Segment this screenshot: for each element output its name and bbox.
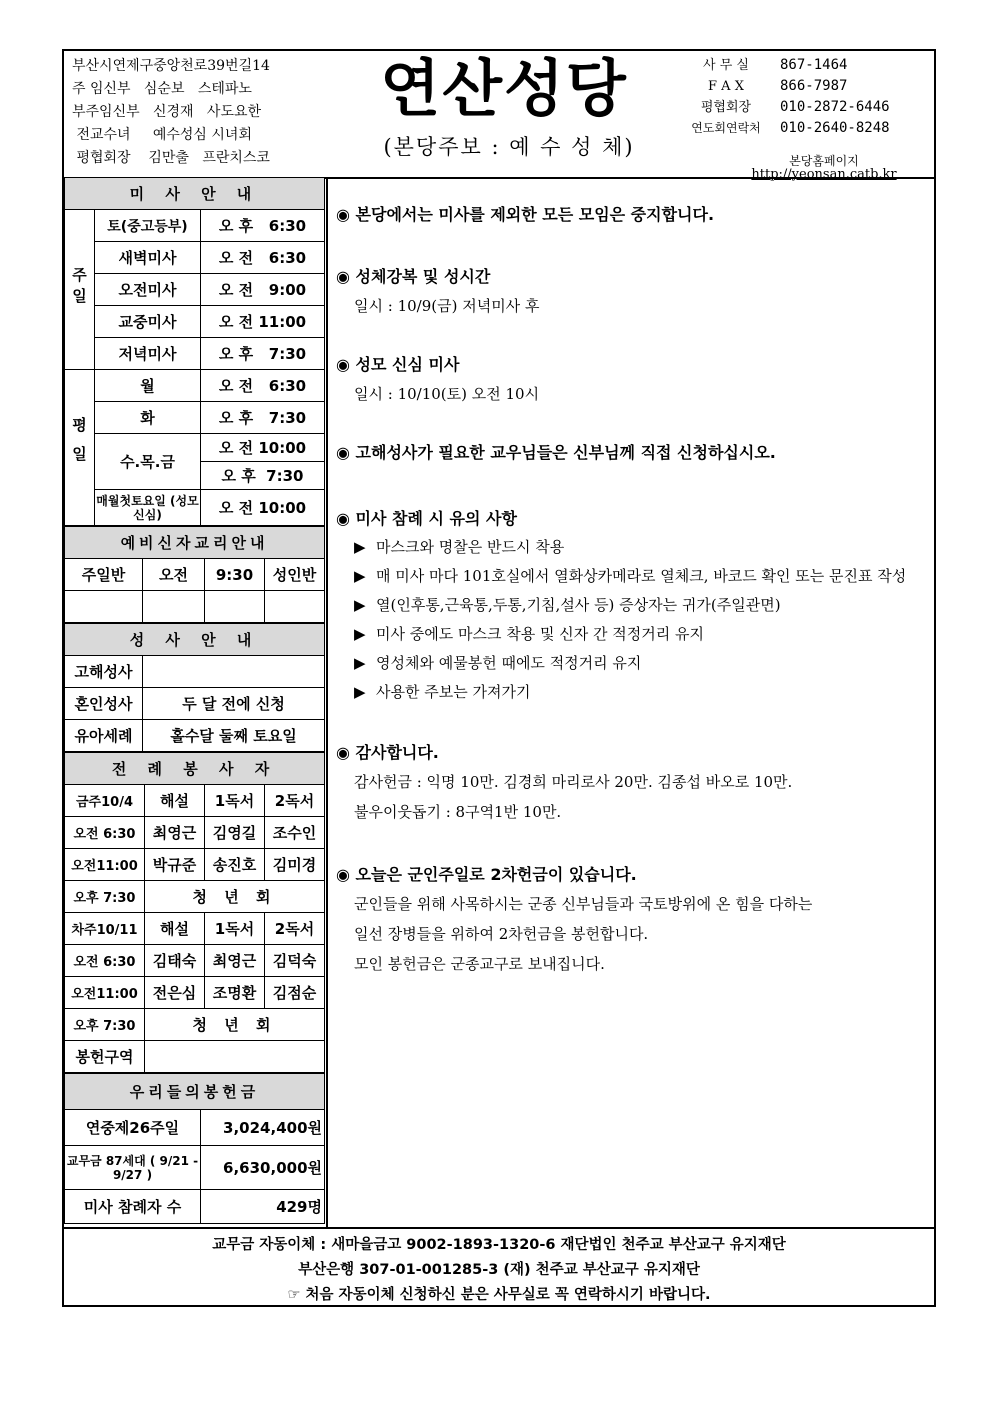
week-label: 금주10/4 (65, 785, 145, 817)
notice (336, 351, 926, 409)
offering-label: 교무금 87세대 ( 9/21 - 9/27 ) (65, 1146, 201, 1190)
notice (336, 439, 926, 467)
minister-name: 조수인 (265, 817, 325, 849)
minister-name: 조명환 (205, 977, 265, 1009)
sacrament-table (64, 623, 325, 752)
left-column (64, 177, 328, 1227)
catechumen-table (64, 526, 325, 623)
offering-value: 6,630,000원 (201, 1146, 325, 1190)
contact-row: 연도회연락처 010-2640-8248 (691, 120, 890, 136)
mass-time: 오 전 10:00 (201, 490, 325, 526)
clergy-row: 전교수녀 예수성심 시녀회 (76, 127, 252, 143)
role-header: 해설 (145, 913, 205, 945)
precaution-list (336, 533, 926, 707)
bulletin-frame (62, 49, 936, 1307)
notices (336, 201, 926, 1009)
offering-label: 미사 참례자 수 (65, 1190, 201, 1224)
list-item: ▶ 매 미사 마다 101호실에서 열화상카메라로 열체크, 바코드 확인 또는 문진표 작성 (354, 562, 926, 591)
ministers-title: 전 례 봉 사 자 (65, 753, 325, 785)
catechumen-cell (205, 591, 265, 623)
minister-name: 전은심 (145, 977, 205, 1009)
mass-name: 오전미사 (95, 274, 201, 306)
minister-group: 청 년 회 (145, 1009, 325, 1041)
minister-name: 김영길 (205, 817, 265, 849)
notice-body: 모인 봉헌금은 군종교구로 보내집니다. (354, 955, 605, 973)
triangle-bullet-icon: ▶ (354, 596, 366, 614)
mass-name: 매월첫토요일 (성모신심) (95, 490, 201, 526)
mass-slot: 오후 7:30 (65, 881, 145, 913)
mass-slot: 오전11:00 (65, 977, 145, 1009)
mass-time: 오 전 6:30 (201, 370, 325, 402)
triangle-bullet-icon: ▶ (354, 567, 366, 585)
notice-heading: ◉ 성체강복 및 성시간 (336, 267, 491, 286)
list-item: ▶ 영성체와 예물봉헌 때에도 적정거리 유지 (354, 649, 926, 678)
mass-schedule-table (64, 177, 325, 526)
catechumen-cell (265, 591, 325, 623)
minister-name: 최영근 (205, 945, 265, 977)
catechumen-cell (65, 591, 143, 623)
mass-time: 오 후 7:30 (201, 462, 325, 490)
offering-value: 3,024,400원 (201, 1110, 325, 1146)
list-item: ▶ 열(인후통,근육통,두통,기침,설사 등) 증상자는 귀가(주일관면) (354, 591, 926, 620)
contact-row: F A X 866-7987 (708, 78, 848, 94)
homepage (714, 155, 934, 181)
weekday-label: 평일 (65, 370, 95, 526)
page-subtitle: (본당주보 : 예 수 성 체) (383, 135, 635, 159)
minister-name: 김점순 (265, 977, 325, 1009)
mass-time: 오 전 10:00 (201, 434, 325, 462)
minister-name: 송진호 (205, 849, 265, 881)
minister-name: 김미경 (265, 849, 325, 881)
minister-name: 최영근 (145, 817, 205, 849)
role-header: 2독서 (265, 785, 325, 817)
auto-transfer-line: 교무금 자동이체 : 새마을금고 9002-1893-1320-6 재단법인 천주교 부산교구 유지재단 (212, 1237, 786, 1253)
mass-slot: 오전11:00 (65, 849, 145, 881)
role-header: 1독서 (205, 785, 265, 817)
role-header: 2독서 (265, 913, 325, 945)
minister-name: 김덕숙 (265, 945, 325, 977)
mass-slot: 오전 6:30 (65, 945, 145, 977)
notice (336, 263, 926, 321)
mass-name: 새벽미사 (95, 242, 201, 274)
mass-time: 오 전 11:00 (201, 306, 325, 338)
notice-heading: ◉ 감사합니다. (336, 743, 439, 762)
clergy-info (72, 55, 342, 170)
minister-name: 김태숙 (145, 945, 205, 977)
minister-name: 박규준 (145, 849, 205, 881)
precautions (336, 505, 926, 707)
notice-body: 일시 : 10/9(금) 저녁미사 후 (354, 297, 540, 315)
mass-guide-title: 미 사 안 내 (65, 178, 325, 210)
sacrament-title: 성 사 안 내 (65, 624, 325, 656)
notice (336, 201, 926, 229)
mass-time: 오 후 7:30 (201, 402, 325, 434)
mass-name: 저녁미사 (95, 338, 201, 370)
triangle-bullet-icon: ▶ (354, 538, 366, 556)
triangle-bullet-icon: ▶ (354, 625, 366, 643)
mass-time: 오 전 9:00 (201, 274, 325, 306)
header (64, 51, 934, 182)
contact-row: 평협회장 010-2872-6446 (700, 99, 890, 115)
mass-name: 수.목.금 (95, 434, 201, 490)
mass-slot: 오후 7:30 (65, 1009, 145, 1041)
mass-name: 교중미사 (95, 306, 201, 338)
sacrament-value (143, 656, 325, 688)
sacrament-value: 두 달 전에 신청 (143, 688, 325, 720)
notice-body: 일시 : 10/10(토) 오전 10시 (354, 385, 540, 403)
catechumen-cell (143, 591, 205, 623)
auto-transfer-note: ☞ 처음 자동이체 신청하신 분은 사무실로 꼭 연락하시기 바랍니다. (287, 1287, 711, 1303)
contact-row: 사 무 실 867-1464 (703, 57, 848, 73)
sacrament-label: 유아세례 (65, 720, 143, 752)
catechumen-cell: 성인반 (265, 559, 325, 591)
notice-heading: ◉ 미사 참례 시 유의 사항 (336, 509, 517, 528)
offering-table (64, 1073, 325, 1224)
address: 부산시연제구중앙천로39번길14 (72, 58, 270, 74)
mass-name: 월 (95, 370, 201, 402)
notice-body: 불우이웃돕기 : 8구역1반 10만. (354, 803, 562, 821)
sunday-label: 주일 (65, 210, 95, 370)
mass-name: 화 (95, 402, 201, 434)
clergy-row: 평협회장 김만출 프란치스코 (76, 150, 270, 166)
notice-heading: ◉ 고해성사가 필요한 교우님들은 신부님께 직접 신청하십시오. (336, 443, 776, 462)
mass-time: 오 전 6:30 (201, 242, 325, 274)
sacrament-label: 혼인성사 (65, 688, 143, 720)
triangle-bullet-icon: ▶ (354, 683, 366, 701)
role-header: 1독서 (205, 913, 265, 945)
offering-area-label: 봉헌구역 (65, 1041, 145, 1073)
contact-list (678, 55, 934, 139)
sacrament-label: 고해성사 (65, 656, 143, 688)
offering-title: 우리들의봉헌금 (65, 1074, 325, 1110)
ministers-table (64, 752, 325, 1073)
mass-name: 토(중고등부) (95, 210, 201, 242)
week-label: 차주10/11 (65, 913, 145, 945)
homepage-link[interactable]: http://yeonsan.catb.kr (751, 167, 897, 182)
minister-group: 청 년 회 (145, 881, 325, 913)
mass-slot: 오전 6:30 (65, 817, 145, 849)
clergy-row: 부주임신부 신경재 사도요한 (72, 104, 262, 120)
mass-time: 오 후 6:30 (201, 210, 325, 242)
notice-heading: ◉ 본당에서는 미사를 제외한 모든 모임은 중지합니다. (336, 205, 715, 224)
homepage-label: 본당홈페이지 (789, 154, 859, 168)
list-item: ▶ 마스크와 명찰은 반드시 착용 (354, 533, 926, 562)
notice-body: 일선 장병들을 위하여 2차헌금을 봉헌합니다. (354, 925, 649, 943)
offering-value: 429명 (201, 1190, 325, 1224)
catechumen-cell: 오전 (143, 559, 205, 591)
catechumen-title: 예비신자교리안내 (65, 527, 325, 559)
notice-heading: ◉ 오늘은 군인주일로 2차헌금이 있습니다. (336, 865, 637, 884)
list-item: ▶ 미사 중에도 마스크 착용 및 신자 간 적정거리 유지 (354, 620, 926, 649)
offering-area-value (145, 1041, 325, 1073)
role-header: 해설 (145, 785, 205, 817)
page-title: 연산성당 (380, 52, 628, 125)
offering-label: 연중제26주일 (65, 1110, 201, 1146)
triangle-bullet-icon: ▶ (354, 654, 366, 672)
list-item: ▶ 사용한 주보는 가져가기 (354, 678, 926, 707)
military-sunday (336, 861, 926, 979)
catechumen-cell: 주일반 (65, 559, 143, 591)
auto-transfer-line: 부산은행 307-01-001285-3 (재) 천주교 부산교구 유지재단 (298, 1262, 700, 1278)
clergy-row: 주 임신부 심순보 스테파노 (72, 81, 252, 97)
notice-body: 감사헌금 : 익명 10만. 김경희 마리로사 20만. 김종섭 바오로 10만. (354, 773, 793, 791)
mass-time: 오 후 7:30 (201, 338, 325, 370)
notice-body: 군인들을 위해 사목하시는 군종 신부님들과 국토방위에 온 힘을 다하는 (354, 895, 813, 913)
footer (64, 1227, 934, 1307)
notice-heading: ◉ 성모 신심 미사 (336, 355, 460, 374)
thanks (336, 739, 926, 827)
sacrament-value: 홀수달 둘째 토요일 (143, 720, 325, 752)
catechumen-cell: 9:30 (205, 559, 265, 591)
